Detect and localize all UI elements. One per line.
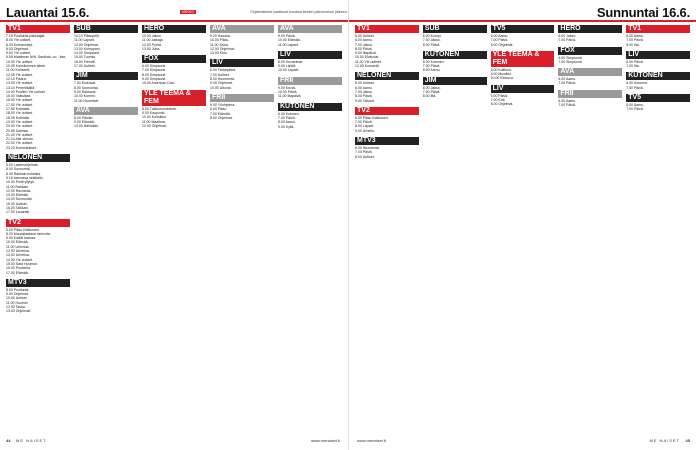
- programme-entry: 9.00 Kuvat.: [278, 85, 296, 90]
- channel-heading: KUTONEN: [278, 103, 342, 111]
- channel-block-hero: [558, 25, 622, 43]
- right-day-title: Sunnuntai 16.6.: [596, 5, 690, 20]
- programme-entry: 8.00 Ohjelmat.: [490, 42, 514, 47]
- programme-entry: 6.00 Päivä.: [490, 93, 509, 98]
- programme-entry: 18.00 Yle uutiset.: [6, 111, 33, 116]
- programme-entry: 11.00 Huomiset.: [74, 98, 100, 103]
- programme-entry: 6.00 Simpsonit.: [142, 64, 167, 69]
- programme-entry: 12.00 Konsertti.: [355, 64, 380, 69]
- programme-entry: 15.00 Tuomio.: [74, 55, 97, 60]
- programme-entry: 15.00 Vaikuttaa.: [6, 94, 32, 99]
- channel-heading: HERO: [142, 25, 206, 33]
- channel-heading: AVA: [558, 68, 622, 76]
- programme-entry: 12.00 Pyörä.: [142, 42, 162, 47]
- channel-block-liv: [210, 59, 274, 89]
- programme-entry: 6.00 Jakso.: [422, 85, 441, 90]
- programme-entry: 13.00 Kumppani.: [74, 46, 101, 51]
- programme-entry: 10.00 Elokuva.: [490, 76, 514, 81]
- right-page: [348, 0, 696, 450]
- programme-entry: 16.00 Puutarha.: [6, 266, 31, 271]
- programme-entry: 6.00 Päivä.: [626, 59, 644, 64]
- programme-entry: 7.00 Elämää.: [210, 111, 231, 116]
- programme-entry: 7.00 Elokuvat.: [74, 81, 97, 86]
- channel-block-yle-teema-fem: [142, 90, 206, 128]
- programme-entry: 11.00 Maailma.: [142, 119, 166, 124]
- channel-block-kutonen: [423, 51, 487, 73]
- right-column-4: [558, 25, 622, 436]
- channel-block-tv5: [491, 25, 555, 47]
- programme-entry: 10.00 Elämää.: [278, 38, 301, 43]
- channel-heading: JIM: [423, 77, 487, 85]
- programme-entry: 10.00 Pikku.: [210, 38, 230, 43]
- programme-entry: 6.00 Huomenta.: [355, 146, 380, 151]
- programme-entry: 5.00 Uutiset.: [355, 81, 375, 86]
- programme-entry: 10.10 Pikkupelit.: [74, 34, 100, 38]
- programme-entry: 12.00 Ohjelmat.: [210, 46, 235, 51]
- programme-entry: 17.00 Lauantai.: [6, 210, 31, 215]
- programme-entry: 13.00 Elämää.: [6, 193, 29, 198]
- channel-block-ava: [74, 107, 138, 129]
- channel-block-liv: [278, 51, 342, 73]
- channel-heading: TV5: [626, 94, 690, 102]
- channel-block-jim: [74, 72, 138, 102]
- channel-block-ava: [558, 68, 622, 86]
- left-column-1: [6, 25, 70, 436]
- programme-entry: 13.00 Juha.: [142, 46, 161, 51]
- programme-entry: 14.00 Sunnuntai.: [6, 197, 33, 202]
- left-listings-grid: [6, 25, 342, 436]
- channel-block-yle-teema-fem: [491, 51, 555, 81]
- left-column-3: [142, 25, 206, 436]
- channel-heading: TV1: [355, 25, 419, 33]
- programme-entry: 9.00 Elämää.: [74, 120, 95, 125]
- programme-entry: 7.00 Ilta.: [626, 64, 640, 69]
- programme-entry: 17.55 Kotimäki.: [6, 107, 31, 112]
- programme-entry: 9.20 Hauska.: [210, 34, 231, 38]
- programme-entry: 8.00 Lapset.: [355, 124, 375, 129]
- channel-block-liv: [491, 85, 555, 107]
- channel-heading: AVA: [278, 25, 342, 33]
- programme-entry: 6.00 Aamu.: [626, 103, 644, 108]
- programme-entry: 15.00 Uutiset.: [6, 201, 28, 206]
- programme-entry: 7.00 Päivä.: [278, 115, 296, 120]
- programme-entry: 6.00 Pikku.: [210, 107, 228, 112]
- programme-entry: 8.00 Tuikkumuotoinen.: [142, 106, 178, 111]
- programme-entry: 7.00 Päivä.: [558, 103, 576, 108]
- programme-entry: 10.00 Uutiset.: [6, 296, 28, 301]
- programme-entry: 6.00 Jakso.: [558, 34, 577, 38]
- programme-entry: 7.00 Päivä.: [626, 85, 644, 90]
- programme-entry: 7.00 Jakso.: [422, 38, 441, 43]
- right-magazine-name: ME NAISET: [649, 438, 680, 443]
- programme-entry: 8.00 Ilta.: [626, 42, 640, 47]
- week-badge: VIIKKO: [182, 10, 194, 14]
- programme-entry: 12.00 Ravintola.: [6, 188, 32, 193]
- programme-entry: 14.00 Puolien Yle uutiset.: [6, 89, 46, 94]
- programme-entry: 9.00 Iltapäivä.: [355, 51, 377, 56]
- programme-entry: 8.00 Huomenta.: [210, 77, 235, 82]
- channel-block-fox: [142, 55, 206, 85]
- programme-entry: 8.00 Sunnuntai.: [6, 167, 31, 172]
- channel-block-mtv3: [355, 137, 419, 159]
- programme-entry: 7.00 Simpsonit.: [558, 59, 583, 64]
- channel-heading: MTV3: [355, 137, 419, 145]
- programme-entry: 7.00 Koti.: [490, 98, 506, 103]
- programme-entry: 9.00 Kaupunki.: [142, 110, 166, 115]
- channel-heading: LIV: [626, 51, 690, 59]
- programme-entry: 6.00 Aamu.: [355, 38, 373, 43]
- right-page-header: [349, 4, 696, 20]
- programme-entry: 10.05 Kolmikolmen alinte.: [6, 64, 47, 69]
- left-column-5: [278, 25, 342, 436]
- programme-entry: 10.00 Kummi.: [74, 94, 96, 99]
- programme-entry: 8.00 Päivä.: [355, 94, 373, 99]
- programme-entry: 7.00 Päivä.: [355, 120, 373, 125]
- channel-block-mtv3: [6, 279, 70, 314]
- programme-entry: 20.55 Saimaa.: [6, 128, 29, 133]
- channel-heading: FRII: [558, 90, 622, 98]
- right-page-number: 45: [685, 438, 690, 443]
- programme-entry: 8.00 Ilta.: [422, 94, 437, 99]
- channel-heading: LIV: [210, 59, 274, 67]
- programme-entry: 6.00 Kutonen.: [278, 111, 300, 116]
- programme-entry: 23.20 Kummitukset.: [6, 145, 37, 150]
- programme-entry: 7.00 Päivä.: [626, 38, 644, 43]
- programme-entry: 9.55 Maailman NHL Sardinia, oo - Itse.: [6, 55, 67, 60]
- channel-block-liv: [626, 51, 690, 69]
- programme-entry: 8.30 Rakkain kokkaila.: [6, 171, 42, 176]
- channel-block-tv2: [355, 107, 419, 133]
- programme-entry: 10.00 Elokuvat.: [355, 55, 380, 60]
- programme-entry: 16.00 Talkkari.: [6, 205, 29, 210]
- programme-entry: 8.00 Aamu.: [278, 120, 296, 125]
- programme-entry: 9.00 Lähiöt.: [278, 64, 297, 69]
- programme-entry: 18.25 Kotimäki.: [6, 115, 31, 120]
- programme-entry: 11.00 Iltapäivä.: [278, 94, 302, 99]
- programme-entry: 13.10 Perheitkäitä.: [6, 85, 36, 90]
- left-column-4: [210, 25, 274, 436]
- programme-entry: 6.00 Pikku Kakkonen.: [6, 227, 40, 232]
- programme-entry: 10.00 Ulkona.: [210, 85, 232, 90]
- programme-entry: 7.00 Simpsonit.: [142, 68, 167, 73]
- right-footer: [349, 438, 696, 446]
- programme-entry: 17.00 Uutiset.: [74, 64, 96, 69]
- programme-entry: 6.00 Kutonen.: [422, 59, 445, 64]
- right-url[interactable]: www.menaiset.fi: [357, 438, 386, 443]
- programme-entry: 12.10 Pisara.: [6, 76, 27, 81]
- programme-entry: 12.00 Tauko.: [6, 305, 26, 310]
- left-page-header: [0, 4, 348, 20]
- channel-block-frii: [558, 90, 622, 108]
- channel-heading: NELONEN: [6, 154, 70, 162]
- channel-block-tv1: [6, 25, 70, 150]
- programme-entry: 6.00 Kutonen.: [626, 81, 648, 86]
- channel-block-tv5: [626, 94, 690, 112]
- programme-entry: 10.00 Päivä.: [278, 90, 298, 95]
- programme-entry: 17.00 Yle uutiset.: [6, 102, 33, 107]
- programme-entry: 11.00 Lapset.: [74, 38, 95, 43]
- channel-block-kutonen: [278, 103, 342, 129]
- channel-heading: JIM: [74, 72, 138, 80]
- channel-heading: TV2: [355, 107, 419, 115]
- programme-entry: 6.00 Tiistaipäivä.: [210, 68, 237, 73]
- channel-block-tv1: [626, 25, 690, 47]
- programme-entry: 8.00 Ohjelmat.: [490, 102, 514, 107]
- programme-entry: 6.00 Aamu.: [626, 34, 644, 38]
- channel-block-frii: [278, 77, 342, 99]
- channel-block-frii: [210, 94, 274, 120]
- programme-entry: 6.00 Aamu.: [355, 85, 373, 90]
- programme-entry: 10.00 Yle uutiset.: [6, 59, 33, 64]
- left-page-number: 44: [6, 438, 11, 443]
- channel-heading: LIV: [278, 51, 342, 59]
- programme-entry: 5.00 Uutiset.: [355, 34, 375, 38]
- programme-entry: 6.00 Aamu.: [558, 77, 577, 82]
- left-day-title: Lauantai 15.6.: [6, 5, 90, 20]
- programme-entry: 8.00 Simpsonit.: [142, 72, 167, 77]
- programme-entry: 15.00 Sara Huumori.: [6, 261, 39, 266]
- programme-entry: 6.00 Pikku Kakkonen.: [355, 115, 389, 120]
- left-magazine-name: ME NAISET: [16, 438, 47, 443]
- channel-block-hero: [142, 25, 206, 51]
- programme-entry: 8.53 Ohjelmat.: [6, 46, 29, 51]
- programme-entry: 9.00 Kaikki kasvaa.: [6, 236, 37, 241]
- programme-entry: 12.00 Ohjelmat.: [142, 123, 167, 128]
- programme-entry: 14.00 Yle uutiset.: [6, 257, 33, 262]
- channel-block-nelonen: [355, 72, 419, 102]
- programme-entry: 9.00 Simpsonit.: [142, 77, 167, 82]
- programme-entry: 6.00 Simpsonit.: [558, 55, 583, 60]
- channel-heading: SUB: [423, 25, 487, 33]
- programme-entry: 7.00 Päivä.: [422, 64, 441, 69]
- left-rule: [0, 20, 348, 22]
- channel-heading: FRII: [278, 77, 342, 85]
- programme-entry: 12.00 Ohjelmat.: [74, 42, 99, 47]
- programme-entry: 11.00 Yle uutiset.: [355, 59, 382, 64]
- programme-entry: 9.15 Aamussa seikkailu.: [6, 175, 44, 180]
- programme-entry: 11.00 Urheilua.: [6, 244, 30, 249]
- channel-heading: TV1: [626, 25, 690, 33]
- programme-entry: 11.00 Jatkaja.: [142, 38, 164, 43]
- programme-entry: 8.00 Aamu.: [422, 68, 441, 73]
- right-column-2: [423, 25, 487, 436]
- programme-entry: 8.00 Uutiset.: [355, 154, 375, 159]
- channel-block-tv1: [355, 25, 419, 68]
- programme-entry: 7.00 Päivä.: [490, 38, 509, 43]
- programme-entry: 10.00 Kolmikko.: [142, 115, 167, 120]
- channel-heading: SUB: [74, 25, 138, 33]
- programme-entry: 6.00 Lastenohjelmat.: [6, 163, 39, 168]
- programme-entry: 22.00 Yle uutiset.: [6, 141, 33, 146]
- programme-entry: 8.00 Ohjelmat.: [210, 115, 233, 120]
- programme-entry: 16.00 Frendit.: [74, 59, 96, 64]
- left-footer: [0, 438, 348, 446]
- channel-heading: TV5: [491, 25, 555, 33]
- programme-entry: 9.00 Talkoot.: [355, 98, 375, 103]
- programme-entry: 11.00 Konsertti.: [6, 68, 31, 73]
- programme-entry: 11.00 Rakkain.: [6, 184, 30, 189]
- channel-heading: LIV: [491, 85, 555, 93]
- programme-entry: 12.00 Urheilua.: [6, 249, 30, 254]
- channel-heading: TV1: [6, 25, 70, 33]
- programme-entry: 11.00 Huomio.: [6, 300, 29, 305]
- channel-heading: NELONEN: [355, 72, 419, 80]
- programme-entry: 7.00 Jakso.: [355, 89, 373, 94]
- programme-entry: 17.00 Elämää.: [6, 270, 29, 275]
- programme-entry: 6.00 Kumpi.: [422, 34, 442, 38]
- programme-entry: 9.00 Rakkaus.: [74, 89, 97, 94]
- programme-entry: 8.00 Kuvaelmat.: [278, 59, 304, 64]
- programme-entry: 7.00 Uutiset.: [210, 72, 230, 77]
- programme-entry: 9.00 Kyllä.: [278, 124, 295, 129]
- programme-entry: 10.00 Pintti yllytys.: [6, 180, 35, 185]
- right-column-1: [355, 25, 419, 436]
- programme-entry: 6.00 Aamu.: [490, 34, 509, 38]
- right-column-5: [626, 25, 690, 436]
- programme-entry: 7.00 Päivä.: [422, 90, 441, 95]
- channel-heading: FRII: [210, 94, 274, 102]
- programme-entry: 9.00 Musiikki.: [490, 72, 512, 77]
- channel-heading: HERO: [558, 25, 622, 33]
- programme-entry: 7.00 Päivä.: [558, 38, 576, 43]
- programme-entry: 21.10 Alla olevan.: [6, 137, 34, 142]
- channel-heading: FOX: [558, 47, 622, 55]
- programme-entry: 7.00 Päivä.: [355, 150, 373, 155]
- programme-entry: 8.00 Sunnuntai.: [74, 85, 99, 90]
- channel-heading: AVA: [74, 107, 138, 115]
- right-column-3: [491, 25, 555, 436]
- programme-entry: 9.00 Ohjelmat.: [6, 292, 29, 297]
- programme-entry: 10.00 Nähdään.: [74, 124, 99, 129]
- programme-entry: 11.00 Lapset.: [278, 42, 299, 47]
- programme-entry: 13.00 Yle uutiset.: [6, 81, 33, 86]
- channel-block-nelonen: [6, 154, 70, 215]
- programme-entry: 10.00 Lapset.: [278, 68, 300, 73]
- programme-entry: 9.00 Urheilu.: [355, 128, 375, 133]
- channel-heading: YLE TEEMA & FEM: [491, 51, 555, 67]
- programme-entry: 12.05 Yle uutiset.: [6, 72, 33, 77]
- programme-entry: 7.00 Jakso.: [355, 42, 373, 47]
- programme-entry: 9.00 Ohjelmat.: [210, 81, 233, 86]
- programme-entry: 8.00 Päivän.: [74, 115, 94, 120]
- programme-entry: 14.00 Simpsonit.: [74, 51, 101, 56]
- programme-entry: 5.00 Yöohjelma.: [210, 102, 236, 107]
- programme-entry: 8.00 Kulttuuri.: [490, 67, 513, 72]
- programme-entry: 9.50 Yle uutiset.: [6, 51, 32, 56]
- channel-heading: KUTONEN: [423, 51, 487, 59]
- programme-entry: 20.00 Yle uutiset.: [6, 124, 33, 129]
- programme-entry: 8.00 Päivä.: [355, 46, 373, 51]
- channel-block-tv2: [6, 219, 70, 275]
- left-column-2: [74, 25, 138, 436]
- channel-heading: MTV3: [6, 279, 70, 287]
- right-rule: [349, 20, 696, 22]
- channel-heading: FOX: [142, 55, 206, 63]
- channel-heading: TV2: [6, 219, 70, 227]
- right-listings-grid: [355, 25, 690, 436]
- programme-entry: 11.00 Sana.: [210, 42, 229, 47]
- programme-entry: 8.00 Päivä.: [422, 42, 441, 47]
- channel-block-jim: [423, 77, 487, 99]
- programme-entry: 6.00 Aamu.: [558, 98, 577, 103]
- programme-entry: 13.00 Kino.: [210, 51, 228, 56]
- programme-entry: 10.00 American Dad.: [142, 81, 175, 86]
- channel-block-ava: [278, 25, 342, 47]
- programme-entry: 7.15 Puoliunta pakkaajat.: [6, 34, 46, 38]
- programme-entry: 8.00 Puoliunta.: [6, 287, 30, 292]
- channel-block-fox: [558, 47, 622, 65]
- channel-heading: YLE TEEMA & FEM: [142, 90, 206, 106]
- left-url[interactable]: www.menaiset.fi: [311, 438, 340, 443]
- programme-entry: 16.00 Yle uutiset.: [6, 98, 33, 103]
- channel-block-kutonen: [626, 72, 690, 90]
- programme-entry: 8.00 Yle uutiset.: [6, 38, 32, 43]
- programme-entry: 8.03 Komanolepi.: [6, 42, 34, 47]
- programme-entry: 13.00 Ohjelmat.: [6, 309, 31, 314]
- programme-entry: 8.20 Muumilaakson tarinoita.: [6, 231, 51, 236]
- programme-entry: 7.00 Päivä.: [626, 107, 644, 112]
- programme-entry: 21.00 Yle uutiset.: [6, 132, 33, 137]
- left-subhead: Ohjelmatiedot saattavat muuttua lehden painomenon jälkeen.: [250, 10, 348, 14]
- programme-entry: 13.00 Urheilua.: [6, 253, 30, 258]
- programme-entry: 10.00 Jakso.: [142, 34, 162, 38]
- programme-entry: 19.00 Yle uutiset.: [6, 119, 33, 124]
- channel-block-sub: [74, 25, 138, 68]
- programme-entry: 9.00 Päivä.: [278, 34, 296, 38]
- channel-block-sub: [423, 25, 487, 47]
- programme-entry: 7.00 Päivä.: [558, 81, 576, 86]
- channel-heading: KUTONEN: [626, 72, 690, 80]
- channel-heading: AVA: [210, 25, 274, 33]
- channel-block-ava: [210, 25, 274, 55]
- programme-entry: 10.00 Elämää.: [6, 240, 29, 245]
